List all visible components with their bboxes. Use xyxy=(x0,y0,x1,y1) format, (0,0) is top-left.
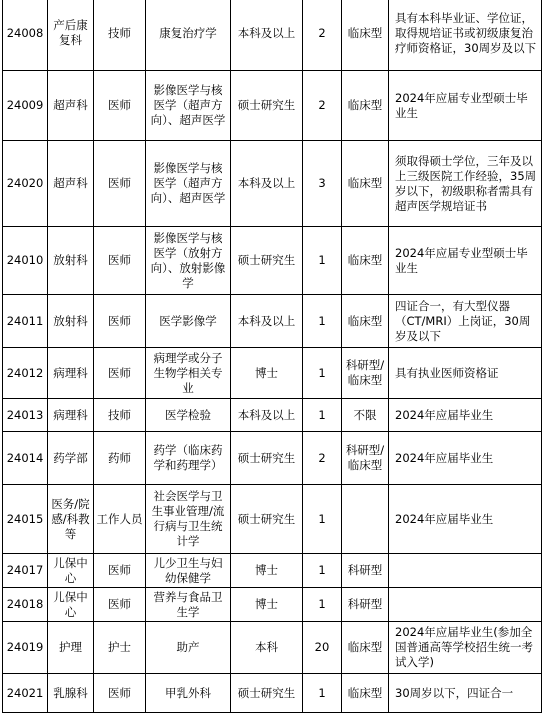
requirement-cell: 2024年应届毕业生 xyxy=(389,432,542,485)
job-code-cell: 24012 xyxy=(3,348,48,399)
education-cell: 硕士研究生 xyxy=(231,227,303,295)
headcount-cell: 2 xyxy=(303,432,342,485)
requirement-cell: 2024年应届毕业生 xyxy=(389,399,542,432)
table-row xyxy=(3,432,542,485)
department-cell: 药学部 xyxy=(48,432,94,485)
job-code-cell: 24021 xyxy=(3,674,48,713)
position-category-cell: 药师 xyxy=(94,432,146,485)
position-category-cell: 医师 xyxy=(94,227,146,295)
department-cell: 病理科 xyxy=(48,399,94,432)
department-cell: 医务/院感/科教等 xyxy=(48,485,94,554)
major-cell: 助产 xyxy=(146,622,231,674)
position-type-cell: 科研型 xyxy=(342,588,389,622)
requirement-cell: 具有本科毕业证、学位证，取得规培证书或初级康复治疗师资格证，30周岁及以下 xyxy=(389,0,542,71)
department-cell: 超声科 xyxy=(48,71,94,141)
headcount-cell: 2 xyxy=(303,71,342,141)
requirement-cell: 具有执业医师资格证 xyxy=(389,348,542,399)
education-cell: 硕士研究生 xyxy=(231,674,303,713)
position-category-cell: 医师 xyxy=(94,295,146,348)
job-code-cell: 24014 xyxy=(3,432,48,485)
position-type-cell: 临床型 xyxy=(342,622,389,674)
requirement-cell: 须取得硕士学位，三年及以上三级医院工作经验，35周岁以下，初级职称者需具有超声医学规培证书 xyxy=(389,141,542,227)
major-cell: 影像医学与核医学（放射方向）、放射影像学 xyxy=(146,227,231,295)
headcount-cell: 1 xyxy=(303,554,342,588)
table-row xyxy=(3,674,542,713)
table-row xyxy=(3,485,542,554)
requirement-cell: 2024年应届毕业生(参加全国普通高等学校招生统一考试入学) xyxy=(389,622,542,674)
department-cell: 放射科 xyxy=(48,295,94,348)
department-cell: 儿保中心 xyxy=(48,588,94,622)
education-cell: 本科及以上 xyxy=(231,295,303,348)
major-cell: 影像医学与核医学（超声方向）、超声医学 xyxy=(146,141,231,227)
job-code-cell: 24017 xyxy=(3,554,48,588)
position-category-cell: 技师 xyxy=(94,0,146,71)
position-type-cell: 不限 xyxy=(342,399,389,432)
major-cell: 医学影像学 xyxy=(146,295,231,348)
position-category-cell: 医师 xyxy=(94,554,146,588)
education-cell: 本科及以上 xyxy=(231,0,303,71)
education-cell: 硕士研究生 xyxy=(231,71,303,141)
department-cell: 超声科 xyxy=(48,141,94,227)
requirement-cell: 30周岁以下，四证合一 xyxy=(389,674,542,713)
requirement-cell: 2024年应届专业型硕士毕业生 xyxy=(389,227,542,295)
headcount-cell: 1 xyxy=(303,348,342,399)
education-cell: 本科 xyxy=(231,622,303,674)
position-type-cell: 临床型 xyxy=(342,0,389,71)
requirement-cell xyxy=(389,588,542,622)
headcount-cell: 1 xyxy=(303,485,342,554)
position-type-cell: 科研型/临床型 xyxy=(342,432,389,485)
position-category-cell: 医师 xyxy=(94,141,146,227)
headcount-cell: 1 xyxy=(303,295,342,348)
department-cell: 乳腺科 xyxy=(48,674,94,713)
job-code-cell: 24010 xyxy=(3,227,48,295)
job-code-cell: 24018 xyxy=(3,588,48,622)
major-cell: 医学检验 xyxy=(146,399,231,432)
table-row xyxy=(3,348,542,399)
table-row xyxy=(3,295,542,348)
job-code-cell: 24015 xyxy=(3,485,48,554)
position-type-cell: 临床型 xyxy=(342,71,389,141)
job-code-cell: 24011 xyxy=(3,295,48,348)
education-cell: 硕士研究生 xyxy=(231,432,303,485)
position-category-cell: 医师 xyxy=(94,348,146,399)
major-cell: 康复治疗学 xyxy=(146,0,231,71)
table-row xyxy=(3,554,542,588)
job-code-cell: 24013 xyxy=(3,399,48,432)
requirement-cell: 2024年应届专业型硕士毕业生 xyxy=(389,71,542,141)
department-cell: 放射科 xyxy=(48,227,94,295)
education-cell: 本科及以上 xyxy=(231,141,303,227)
major-cell: 营养与食品卫生学 xyxy=(146,588,231,622)
position-type-cell: 科研型 xyxy=(342,554,389,588)
department-cell: 儿保中心 xyxy=(48,554,94,588)
position-type-cell: 临床型 xyxy=(342,674,389,713)
position-category-cell: 工作人员 xyxy=(94,485,146,554)
job-code-cell: 24009 xyxy=(3,71,48,141)
table-row xyxy=(3,622,542,674)
headcount-cell: 1 xyxy=(303,674,342,713)
headcount-cell: 20 xyxy=(303,622,342,674)
headcount-cell: 1 xyxy=(303,227,342,295)
education-cell: 博士 xyxy=(231,348,303,399)
recruitment-table xyxy=(2,0,542,713)
headcount-cell: 3 xyxy=(303,141,342,227)
position-category-cell: 医师 xyxy=(94,588,146,622)
education-cell: 硕士研究生 xyxy=(231,485,303,554)
position-type-cell xyxy=(342,485,389,554)
major-cell: 社会医学与卫生事业管理/流行病与卫生统计学 xyxy=(146,485,231,554)
table-row xyxy=(3,141,542,227)
job-code-cell: 24019 xyxy=(3,622,48,674)
position-type-cell: 临床型 xyxy=(342,227,389,295)
headcount-cell: 2 xyxy=(303,0,342,71)
education-cell: 本科及以上 xyxy=(231,399,303,432)
position-type-cell: 科研型/临床型 xyxy=(342,348,389,399)
headcount-cell: 1 xyxy=(303,588,342,622)
department-cell: 产后康复科 xyxy=(48,0,94,71)
major-cell: 影像医学与核医学（超声方向）、超声医学 xyxy=(146,71,231,141)
position-category-cell: 医师 xyxy=(94,71,146,141)
position-category-cell: 技师 xyxy=(94,399,146,432)
requirement-cell: 2024年应届毕业生 xyxy=(389,485,542,554)
job-code-cell: 24020 xyxy=(3,141,48,227)
major-cell: 病理学或分子生物学相关专业 xyxy=(146,348,231,399)
headcount-cell: 1 xyxy=(303,399,342,432)
requirement-cell: 四证合一，有大型仪器（CT/MRI）上岗证，30周岁及以下 xyxy=(389,295,542,348)
education-cell: 博士 xyxy=(231,554,303,588)
table-row xyxy=(3,399,542,432)
position-category-cell: 医师 xyxy=(94,674,146,713)
position-type-cell: 临床型 xyxy=(342,295,389,348)
department-cell: 护理 xyxy=(48,622,94,674)
job-code-cell: 24008 xyxy=(3,0,48,71)
major-cell: 药学（临床药学和药理学） xyxy=(146,432,231,485)
major-cell: 儿少卫生与妇幼保健学 xyxy=(146,554,231,588)
table-row xyxy=(3,71,542,141)
department-cell: 病理科 xyxy=(48,348,94,399)
table-row xyxy=(3,0,542,71)
table-row xyxy=(3,227,542,295)
major-cell: 甲乳外科 xyxy=(146,674,231,713)
requirement-cell xyxy=(389,554,542,588)
education-cell: 博士 xyxy=(231,588,303,622)
position-category-cell: 护士 xyxy=(94,622,146,674)
position-type-cell: 临床型 xyxy=(342,141,389,227)
table-row xyxy=(3,588,542,622)
